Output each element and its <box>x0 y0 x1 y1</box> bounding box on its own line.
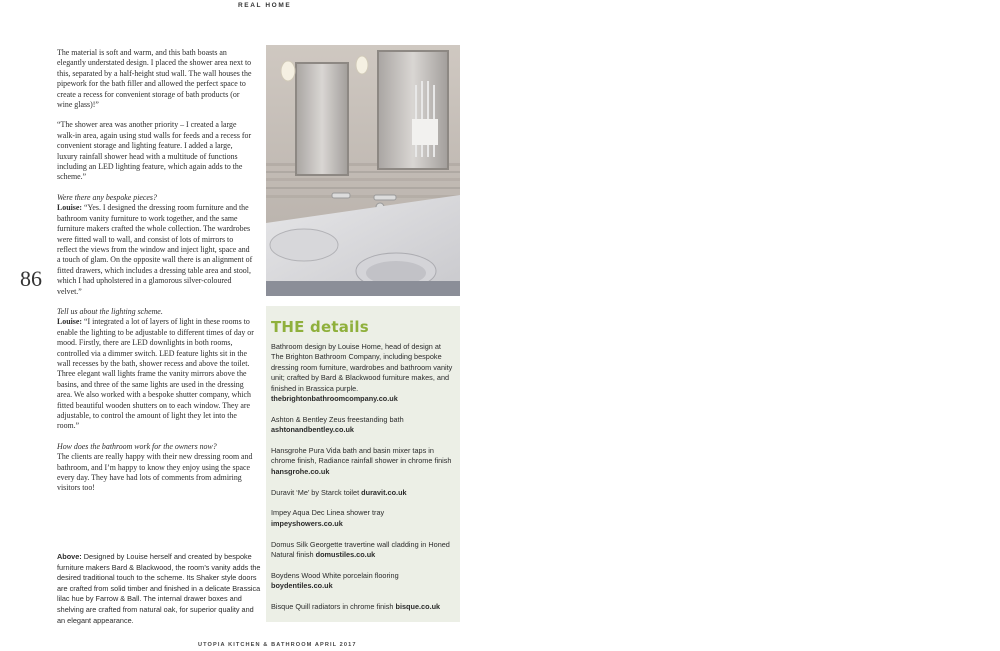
details-entry-text: Impey Aqua Dec Linea shower tray <box>271 508 385 518</box>
details-entry-link[interactable]: boydentiles.co.uk <box>271 581 333 591</box>
page-number: 86 <box>20 266 42 291</box>
details-entry <box>271 571 455 592</box>
page-footer: UTOPIA KITCHEN & BATHROOM APRIL 2017 <box>198 642 357 648</box>
details-entry-text: Ashton & Bentley Zeus freestanding bath <box>271 414 404 424</box>
article-body <box>57 48 255 504</box>
details-entry-link[interactable]: bisque.co.uk <box>395 602 441 612</box>
details-entry <box>271 540 455 561</box>
details-entry-link[interactable]: hansgrohe.co.uk <box>271 466 330 476</box>
speaker-name: Louise: <box>57 317 82 327</box>
details-entry <box>271 415 455 436</box>
details-title: THE details <box>271 318 369 336</box>
details-entry <box>271 508 455 529</box>
details-entry-link[interactable]: duravit.co.uk <box>361 487 407 497</box>
details-entry-link[interactable]: domustiles.co.uk <box>315 550 376 560</box>
interview-question: Tell us about the lighting scheme. <box>57 306 163 316</box>
section-label: REAL HOME <box>238 2 292 9</box>
qa-block <box>57 193 255 297</box>
details-entry <box>271 446 455 477</box>
details-entry-link[interactable]: thebrightonbathroomcompany.co.uk <box>271 394 398 404</box>
caption-lead: Above: <box>57 552 82 561</box>
qa-block <box>57 307 255 432</box>
interview-answer: “Yes. I designed the dressing room furniture and the bathroom vanity furniture to work together, and the same furniture makers crafted the whole collection. The wardrobes were fitted wall to wall, and consist of lots of mirrors to reflect the views from the window and inject light, space and a touch of glam. On the opposite wall there is an alignment of fitted drawers, which includes a dressing table area and stool, which I had upholstered in a glamorous silver-coloured velvet.” <box>57 203 253 296</box>
details-entry-text: Duravit ‘Me’ by Starck toilet <box>271 487 360 497</box>
details-entry-text: Bathroom design by Louise Home, head of design at The Brighton Bathroom Company, including bespoke dressing room furniture, wardrobes and bathroom vanity unit; crafted by Bard & Blackwood furniture makes, and finished in Brassica purple. <box>271 342 453 393</box>
details-entry-link[interactable]: impeyshowers.co.uk <box>271 518 343 528</box>
details-entry-text: Domus Silk Georgette travertine wall cladding in Honed Natural finish <box>271 539 450 560</box>
caption-text: Designed by Louise herself and created by bespoke furniture makers Bard & Blackwood, the room’s vanity adds the desired traditional touch to the scheme. Its Shaker style doors are crafted from solid timber and finished in a delicate Brassica lilac hue by Farrow & Ball. The internal drawer boxes and shelving are crafted from natural oak, for superior quality and an elegant appearance. <box>57 552 261 625</box>
photo-caption <box>57 552 262 626</box>
speaker-name: Louise: <box>57 203 82 213</box>
details-entry-text: Bisque Quill radiators in chrome finish <box>271 602 394 612</box>
bathroom-vanity-illustration <box>266 45 460 296</box>
interview-question: Were there any bespoke pieces? <box>57 192 157 202</box>
interview-question: How does the bathroom work for the owners now? <box>57 441 217 451</box>
details-entry <box>271 342 455 404</box>
details-entry-text: Hansgrohe Pura Vida bath and basin mixer taps in chrome finish, Radiance rainfall shower in chrome finish <box>271 446 452 466</box>
paragraph: The material is soft and warm, and this bath boasts an elegantly understated design. I placed the shower area next to this, separated by a half-height stud wall. The wall houses the pipework for the bath filler and allowed the perfect space to create a recess for convenient storage of bath products (or wine glass)!” <box>57 48 252 110</box>
details-list <box>271 342 455 623</box>
details-entry-text: Boydens Wood White porcelain flooring <box>271 570 399 580</box>
details-entry <box>271 488 455 498</box>
interview-answer: The clients are really happy with their new dressing room and bathroom, and I’m happy to know they enjoy using the space every day. They have had lots of comments from admiring visitors too! <box>57 452 253 493</box>
details-entry <box>271 602 455 612</box>
bathroom-photo <box>266 45 460 296</box>
details-entry-link[interactable]: ashtonandbentley.co.uk <box>271 425 354 435</box>
paragraph: “The shower area was another priority – I created a large walk-in area, again using stud walls for feeds and a recess for convenient storage and lighting feature. I added a large, luxury rainfall shower head with a multitude of functions including an LED lighting feature, which again adds to the scheme.” <box>57 120 252 182</box>
interview-answer: “I integrated a lot of layers of light in these rooms to enable the lighting to be adjustable to different times of day or mood. Firstly, there are LED downlights in both rooms, controlled via a dimmer switch. LED feature lights sit in the wall recesses by the bath, shower recess and above the toilet. Three elegant wall lights frame the vanity mirrors above the basins, and three of the same lights are used in the dressing area. We also worked with a bespoke shutter company, which fitted beautiful wooden shutters on to each window. They are adjustable, to control the amount of light they let into the room.” <box>57 317 254 431</box>
qa-block <box>57 442 255 494</box>
